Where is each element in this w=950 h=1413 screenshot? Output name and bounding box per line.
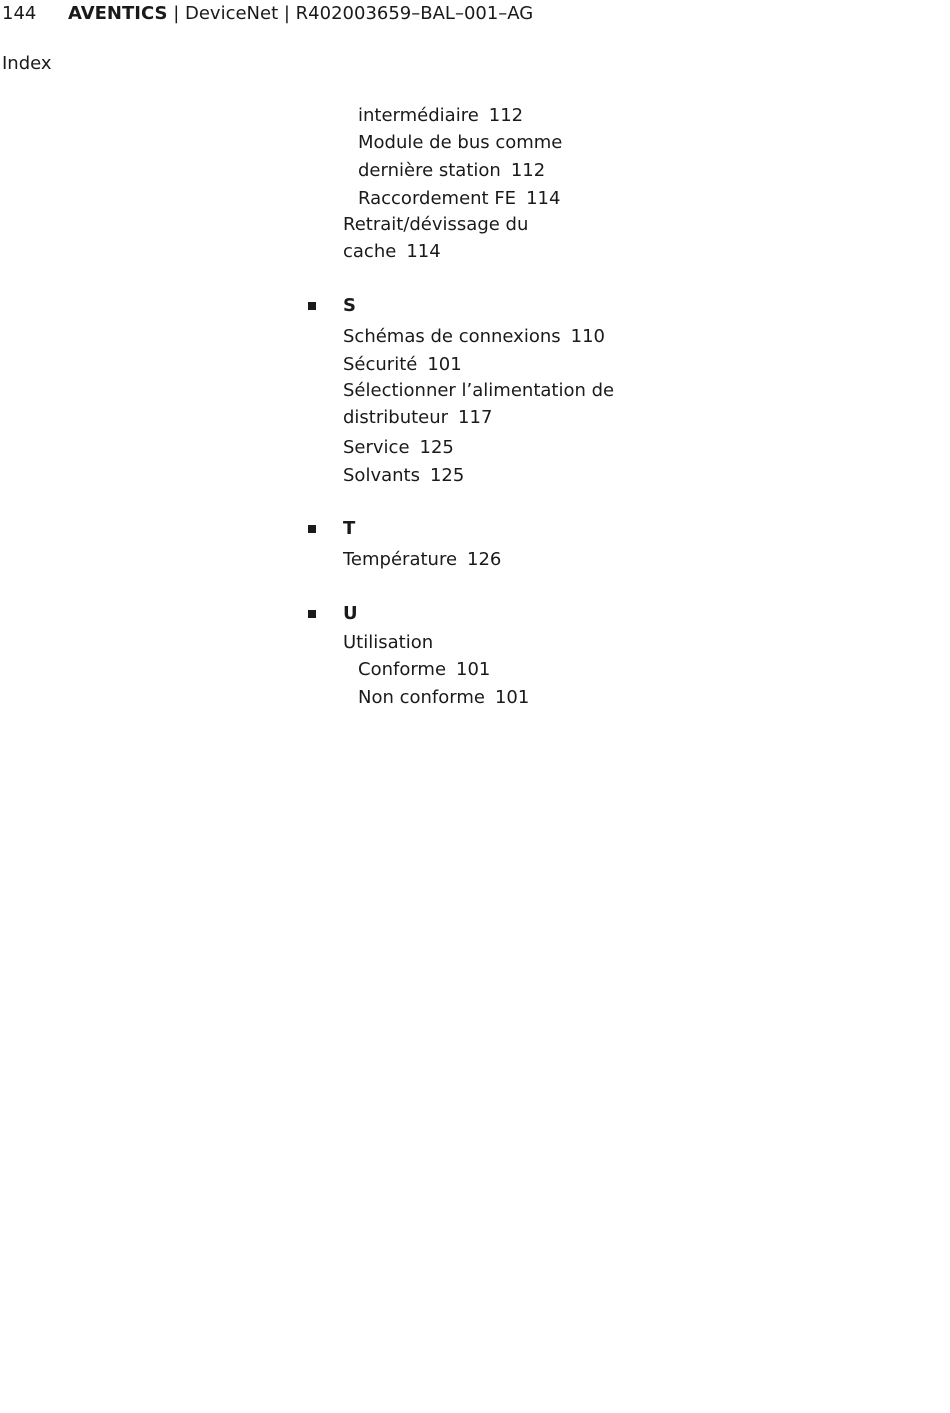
- entry-text: distributeur: [343, 407, 449, 428]
- entry-text: Conforme: [358, 659, 447, 680]
- index-entry: [343, 379, 614, 403]
- entry-text: Non conforme: [358, 687, 485, 708]
- entry-text: Utilisation: [343, 632, 434, 653]
- index-subentry: [358, 159, 545, 183]
- entry-page: 110: [570, 326, 605, 347]
- document-id: R402003659–BAL–001–AG: [295, 3, 534, 24]
- index-subentry: [358, 187, 560, 211]
- entry-page: 114: [406, 241, 441, 262]
- entry-page: 101: [494, 687, 530, 708]
- entry-text: Module de bus comme: [358, 132, 563, 153]
- letter-heading-s: S: [343, 295, 356, 316]
- entry-text: Raccordement FE: [358, 188, 517, 209]
- index-entry: [343, 464, 464, 488]
- entry-text: Schémas de connexions: [343, 326, 561, 347]
- page-number: 144: [2, 3, 37, 24]
- entry-text: Retrait/dévissage du: [343, 214, 529, 235]
- entry-page: 112: [488, 105, 524, 126]
- index-entry: [343, 548, 501, 572]
- entry-page: 101: [427, 354, 462, 375]
- entry-text: intermédiaire: [358, 105, 479, 126]
- section-bullet-icon: [308, 610, 316, 618]
- index-subentry: [358, 104, 523, 128]
- index-entry: [343, 240, 441, 264]
- entry-text: Température: [343, 549, 458, 570]
- letter-heading-u: U: [343, 603, 358, 624]
- entry-page: 112: [510, 160, 546, 181]
- index-entry: [343, 213, 528, 237]
- entry-page: 125: [429, 465, 465, 486]
- brand-name: AVENTICS: [68, 3, 168, 24]
- entry-page: 117: [458, 407, 493, 428]
- index-entry: [343, 631, 433, 655]
- index-entry: [343, 406, 492, 430]
- entry-page: 125: [419, 437, 454, 458]
- index-subentry: [358, 131, 562, 155]
- entry-page: 114: [526, 188, 561, 209]
- entry-text: dernière station: [358, 160, 501, 181]
- section-bullet-icon: [308, 302, 316, 310]
- section-title: Index: [2, 53, 52, 74]
- entry-page: 101: [456, 659, 491, 680]
- entry-text: Service: [343, 437, 410, 458]
- index-entry: [343, 353, 462, 377]
- running-header: [2, 2, 533, 26]
- section-bullet-icon: [308, 525, 316, 533]
- entry-text: cache: [343, 241, 397, 262]
- index-entry: [343, 436, 454, 460]
- entry-page: 126: [467, 549, 502, 570]
- entry-text: Solvants: [343, 465, 420, 486]
- entry-text: Sélectionner l’alimentation de: [343, 380, 615, 401]
- entry-text: Sécurité: [343, 354, 418, 375]
- index-subentry: [358, 658, 490, 682]
- letter-heading-t: T: [343, 518, 356, 539]
- header-separator: |: [167, 3, 185, 24]
- header-separator: |: [278, 3, 296, 24]
- index-entry: [343, 325, 605, 349]
- product-name: DeviceNet: [185, 3, 279, 24]
- index-subentry: [358, 686, 529, 710]
